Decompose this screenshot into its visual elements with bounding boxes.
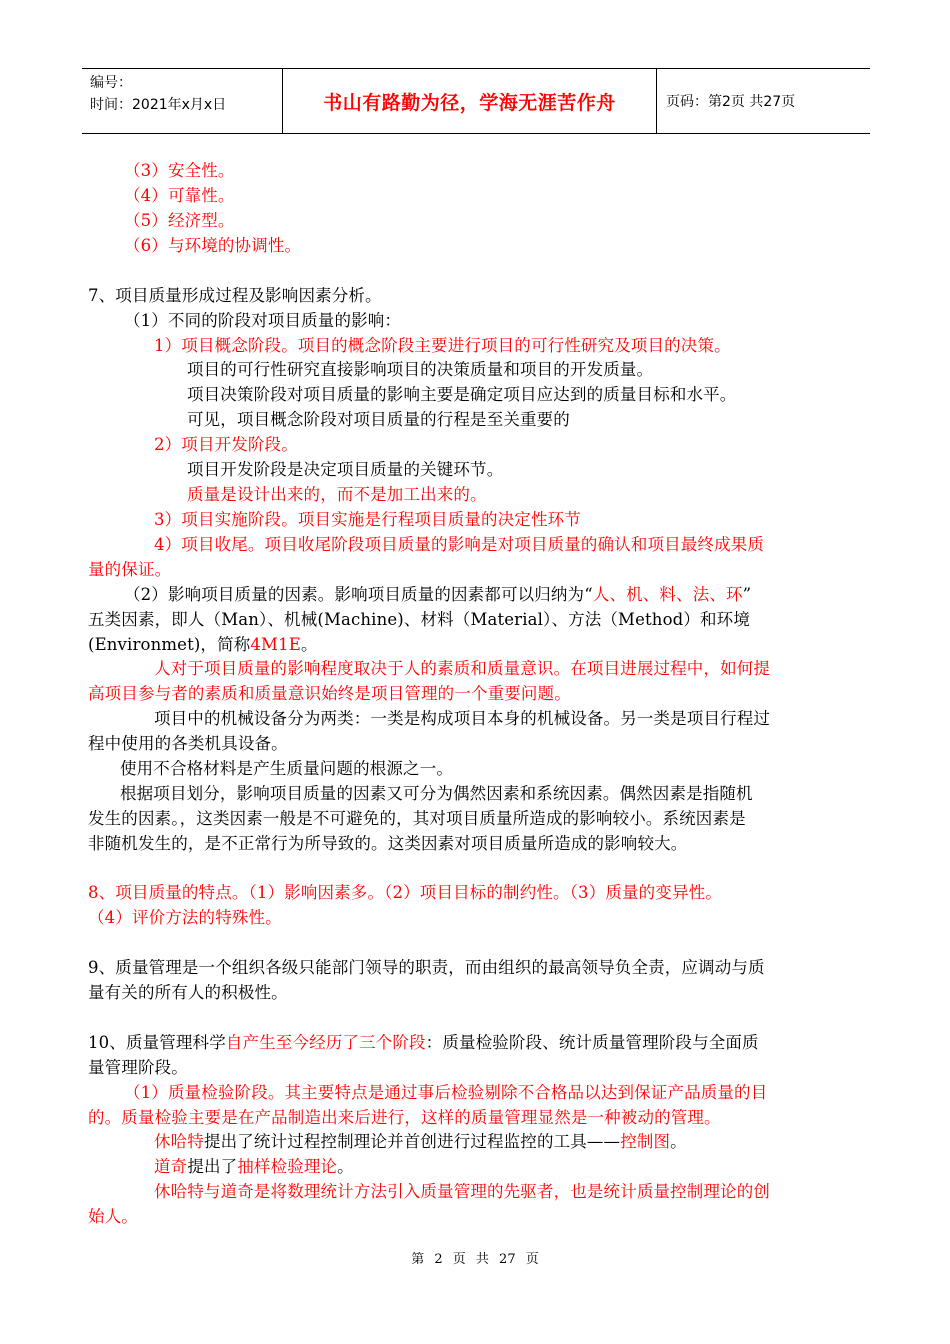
text-run-emphasis: 自产生至今经历了三个阶段 (225, 1033, 426, 1052)
text-line: 项目的可行性研究直接影响项目的决策质量和项目的开发质量。 (187, 360, 654, 379)
text-run-emphasis: 控制图 (620, 1132, 671, 1151)
text-run: ” (742, 585, 752, 604)
text-line: 根据项目划分，影响项目质量的因素又可分为偶然因素和系统因素。偶然因素是指随机 (120, 784, 753, 803)
text-line: 始人。 (88, 1207, 138, 1226)
text-run: ：质量检验阶段、统计质量管理阶段与全面质 (425, 1033, 759, 1052)
serial-label: 编号： (90, 75, 132, 91)
text-run: （2）影响项目质量的因素。影响项目质量的因素都可以归纳为“ (124, 585, 593, 604)
text-line: 2）项目开发阶段。 (154, 435, 298, 454)
text-line: 项目决策阶段对项目质量的影响主要是确定项目应达到的质量目标和水平。 (187, 385, 737, 404)
text-line: 高项目参与者的素质和质量意识始终是项目管理的一个重要问题。 (88, 684, 571, 703)
text-line: 量的保证。 (88, 560, 172, 579)
text-line: 程中使用的各类机具设备。 (88, 734, 288, 753)
text-line: 项目开发阶段是决定项目质量的关键环节。 (187, 460, 504, 479)
section-heading (88, 1031, 759, 1055)
text-line: 3）项目实施阶段。项目实施是行程项目质量的决定性环节 (154, 510, 581, 529)
text-line: 发生的因素。，这类因素一般是不可避免的，其对项目质量所造成的影响较小。系统因素是 (88, 809, 746, 828)
text-line: （1）质量检验阶段。其主要特点是通过事后检验剔除不合格品以达到保证产品质量的目 (124, 1083, 768, 1102)
text-line: （6）与环境的协调性。 (124, 236, 302, 255)
section-heading: 7、项目质量形成过程及影响因素分析。 (88, 286, 382, 305)
text-run: 提出了统计过程控制理论并首创进行过程监控的工具—— (203, 1132, 621, 1151)
text-line (154, 1155, 354, 1179)
text-line: 量有关的所有人的积极性。 (88, 983, 288, 1002)
text-run: 提出了 (187, 1157, 238, 1176)
text-line: 1）项目概念阶段。项目的概念阶段主要进行项目的可行性研究及项目的决策。 (154, 336, 731, 355)
page-header (82, 68, 870, 134)
text-line: 非随机发生的，是不正常行为所导致的。这类因素对项目质量所造成的影响较大。 (88, 834, 688, 853)
text-run-emphasis: 抽样检验理论 (237, 1157, 338, 1176)
header-meta (82, 69, 283, 133)
text-line: 量管理阶段。 (88, 1058, 188, 1077)
text-line: 可见，项目概念阶段对项目质量的行程是至关重要的 (187, 410, 570, 429)
text-run-emphasis: 休哈特 (154, 1132, 204, 1151)
text-line (124, 583, 751, 607)
text-line: 人对于项目质量的影响程度取决于人的素质和质量意识。在项目进展过程中，如何提 (154, 659, 771, 678)
text-line: 质量是设计出来的，而不是加工出来的。 (187, 485, 487, 504)
page-footer: 第 2 页 共 27 页 (411, 1252, 539, 1267)
text-line: 使用不合格材料是产生质量问题的根源之一。 (120, 759, 453, 778)
text-line: 的。质量检验主要是在产品制造出来后进行，这样的质量管理显然是一种被动的管理。 (88, 1108, 721, 1127)
text-line (154, 1130, 687, 1154)
text-run-emphasis: 4M1E (250, 635, 301, 654)
text-line: 五类因素，即人（Man）、机械(Machine)、材料（Material）、方法（Method）和环境 (88, 610, 750, 629)
text-run-emphasis: 道奇 (154, 1157, 188, 1176)
text-run: 。 (300, 635, 318, 654)
text-line: （3）安全性。 (124, 161, 235, 180)
text-line: 休哈特与道奇是将数理统计方法引入质量管理的先驱者，也是统计质量控制理论的创 (154, 1182, 771, 1201)
text-run: 。 (337, 1157, 354, 1176)
text-run: 。 (670, 1132, 687, 1151)
text-line: 4）项目收尾。项目收尾阶段项目质量的影响是对项目质量的确认和项目最终成果质 (154, 535, 765, 554)
text-run: 10、质量管理科学 (88, 1033, 226, 1052)
text-line (88, 633, 318, 657)
text-line: 项目中的机械设备分为两类：一类是构成项目本身的机械设备。另一类是项目行程过 (154, 709, 771, 728)
text-line: （1）不同的阶段对项目质量的影响： (124, 311, 402, 330)
text-run-emphasis: 人、机、料、法、环 (592, 585, 743, 604)
header-page-info: 页码：第2页 共27页 (666, 94, 796, 110)
text-run: (Environmet)，简称 (88, 635, 251, 654)
text-line: （4）评价方法的特殊性。 (88, 908, 282, 927)
date-line: 时间：2021年x月x日 (90, 97, 227, 113)
section-heading: 9、质量管理是一个组织各级只能部门领导的职责，而由组织的最高领导负全责，应调动与质 (88, 958, 765, 977)
section-heading: 8、项目质量的特点。（1）影响因素多。（2）项目目标的制约性。（3）质量的变异性。 (88, 883, 722, 902)
text-line: （5）经济型。 (124, 211, 235, 230)
header-motto: 书山有路勤为径，学海无涯苦作舟 (283, 69, 657, 133)
text-line: （4）可靠性。 (124, 186, 235, 205)
